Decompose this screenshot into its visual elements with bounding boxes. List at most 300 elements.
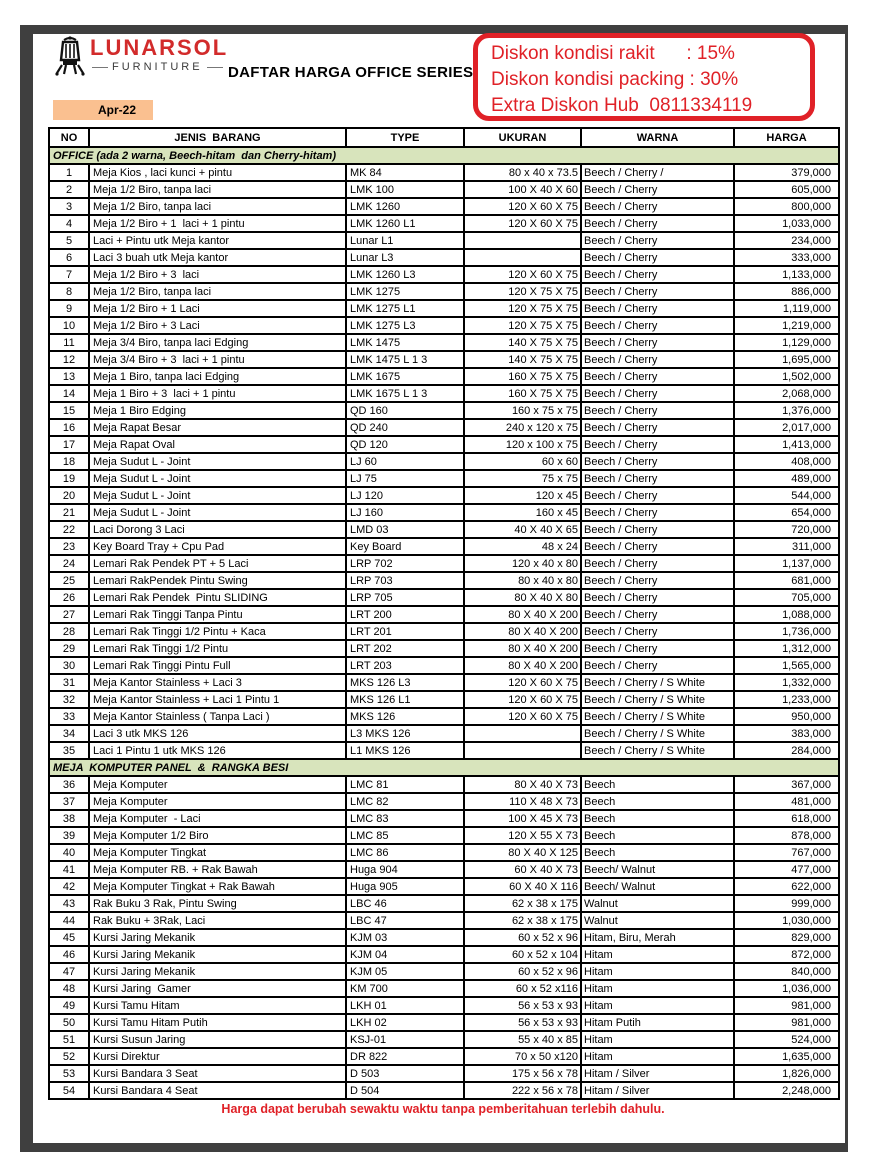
cell-no: 9 bbox=[49, 300, 89, 317]
cell-jenis: Meja Rapat Besar bbox=[89, 419, 346, 436]
cell-harga: 477,000 bbox=[734, 861, 839, 878]
cell-harga: 1,233,000 bbox=[734, 691, 839, 708]
col-header-type: TYPE bbox=[346, 128, 464, 147]
cell-harga: 234,000 bbox=[734, 232, 839, 249]
cell-ukuran bbox=[464, 742, 581, 759]
cell-warna: Beech / Cherry bbox=[581, 385, 734, 402]
cell-ukuran: 175 x 56 x 78 bbox=[464, 1065, 581, 1082]
cell-jenis: Lemari RakPendek Pintu Swing bbox=[89, 572, 346, 589]
date-label: Apr-22 bbox=[53, 100, 153, 120]
cell-warna: Beech / Cherry bbox=[581, 300, 734, 317]
table-row bbox=[49, 861, 839, 878]
cell-warna: Beech / Cherry / S White bbox=[581, 691, 734, 708]
cell-type: D 503 bbox=[346, 1065, 464, 1082]
section-header-row bbox=[49, 147, 839, 164]
cell-harga: 544,000 bbox=[734, 487, 839, 504]
cell-ukuran: 55 x 40 x 85 bbox=[464, 1031, 581, 1048]
cell-no: 50 bbox=[49, 1014, 89, 1031]
table-row bbox=[49, 742, 839, 759]
cell-type: LMK 1475 bbox=[346, 334, 464, 351]
cell-ukuran: 56 x 53 x 93 bbox=[464, 1014, 581, 1031]
cell-type: D 504 bbox=[346, 1082, 464, 1099]
cell-warna: Beech / Cherry bbox=[581, 487, 734, 504]
cell-warna: Beech / Cherry bbox=[581, 249, 734, 266]
cell-ukuran: 160 X 75 X 75 bbox=[464, 368, 581, 385]
cell-jenis: Meja Komputer Tingkat bbox=[89, 844, 346, 861]
cell-type: MKS 126 bbox=[346, 708, 464, 725]
cell-ukuran: 80 X 40 X 125 bbox=[464, 844, 581, 861]
cell-type: LMK 1260 L3 bbox=[346, 266, 464, 283]
table-row bbox=[49, 606, 839, 623]
cell-harga: 2,068,000 bbox=[734, 385, 839, 402]
cell-jenis: Meja Komputer RB. + Rak Bawah bbox=[89, 861, 346, 878]
cell-no: 36 bbox=[49, 776, 89, 793]
cell-type: QD 160 bbox=[346, 402, 464, 419]
table-row bbox=[49, 198, 839, 215]
cell-warna: Beech bbox=[581, 793, 734, 810]
cell-type: LMC 81 bbox=[346, 776, 464, 793]
cell-no: 17 bbox=[49, 436, 89, 453]
cell-jenis: Meja 1/2 Biro + 3 laci bbox=[89, 266, 346, 283]
table-row bbox=[49, 912, 839, 929]
cell-warna: Beech / Cherry bbox=[581, 368, 734, 385]
section-header-row bbox=[49, 759, 839, 776]
cell-harga: 383,000 bbox=[734, 725, 839, 742]
cell-harga: 1,826,000 bbox=[734, 1065, 839, 1082]
cell-jenis: Meja Sudut L - Joint bbox=[89, 453, 346, 470]
cell-harga: 840,000 bbox=[734, 963, 839, 980]
cell-type: LJ 75 bbox=[346, 470, 464, 487]
table-row bbox=[49, 232, 839, 249]
cell-harga: 981,000 bbox=[734, 997, 839, 1014]
cell-ukuran: 120 x 100 x 75 bbox=[464, 436, 581, 453]
cell-jenis: Kursi Bandara 3 Seat bbox=[89, 1065, 346, 1082]
cell-harga: 1,332,000 bbox=[734, 674, 839, 691]
cell-harga: 681,000 bbox=[734, 572, 839, 589]
cell-type: LBC 47 bbox=[346, 912, 464, 929]
cell-ukuran: 120 X 60 X 75 bbox=[464, 215, 581, 232]
cell-jenis: Meja 3/4 Biro + 3 laci + 1 pintu bbox=[89, 351, 346, 368]
cell-ukuran: 100 X 45 X 73 bbox=[464, 810, 581, 827]
cell-warna: Beech bbox=[581, 827, 734, 844]
cell-jenis: Kursi Bandara 4 Seat bbox=[89, 1082, 346, 1099]
table-row bbox=[49, 589, 839, 606]
cell-jenis: Lemari Rak Tinggi Pintu Full bbox=[89, 657, 346, 674]
cell-warna: Beech/ Walnut bbox=[581, 878, 734, 895]
cell-no: 46 bbox=[49, 946, 89, 963]
cell-warna: Beech / Cherry bbox=[581, 555, 734, 572]
table-row bbox=[49, 368, 839, 385]
cell-jenis: Meja 1/2 Biro + 3 Laci bbox=[89, 317, 346, 334]
cell-warna: Beech / Cherry bbox=[581, 283, 734, 300]
footer-disclaimer: Harga dapat berubah sewaktu waktu tanpa pemberitahuan terlebih dahulu. bbox=[221, 1102, 665, 1116]
cell-ukuran: 140 X 75 X 75 bbox=[464, 351, 581, 368]
cell-jenis: Meja 1 Biro + 3 laci + 1 pintu bbox=[89, 385, 346, 402]
cell-type: MKS 126 L1 bbox=[346, 691, 464, 708]
header-row bbox=[49, 128, 839, 147]
cell-no: 39 bbox=[49, 827, 89, 844]
cell-ukuran: 100 X 40 X 60 bbox=[464, 181, 581, 198]
table-row bbox=[49, 470, 839, 487]
cell-no: 35 bbox=[49, 742, 89, 759]
table-row bbox=[49, 453, 839, 470]
cell-harga: 1,129,000 bbox=[734, 334, 839, 351]
cell-harga: 1,376,000 bbox=[734, 402, 839, 419]
cell-warna: Walnut bbox=[581, 912, 734, 929]
cell-ukuran: 80 X 40 X 200 bbox=[464, 657, 581, 674]
cell-type: LMK 1260 L1 bbox=[346, 215, 464, 232]
cell-jenis: Meja Kantor Stainless + Laci 3 bbox=[89, 674, 346, 691]
cell-harga: 705,000 bbox=[734, 589, 839, 606]
cell-warna: Beech / Cherry bbox=[581, 606, 734, 623]
cell-warna: Beech / Cherry / S White bbox=[581, 708, 734, 725]
table-row bbox=[49, 249, 839, 266]
table-row bbox=[49, 623, 839, 640]
cell-ukuran bbox=[464, 232, 581, 249]
cell-jenis: Kursi Jaring Gamer bbox=[89, 980, 346, 997]
cell-warna: Beech / Cherry bbox=[581, 181, 734, 198]
discount-line-packing: Diskon kondisi packing : 30% bbox=[491, 69, 739, 90]
cell-type: LMK 1260 bbox=[346, 198, 464, 215]
table-row bbox=[49, 521, 839, 538]
cell-warna: Beech / Cherry bbox=[581, 402, 734, 419]
cell-type: L3 MKS 126 bbox=[346, 725, 464, 742]
table-row bbox=[49, 504, 839, 521]
cell-type: L1 MKS 126 bbox=[346, 742, 464, 759]
cell-jenis: Meja Rapat Oval bbox=[89, 436, 346, 453]
table-row bbox=[49, 572, 839, 589]
col-header-harga: HARGA bbox=[734, 128, 839, 147]
cell-harga: 408,000 bbox=[734, 453, 839, 470]
dash-line bbox=[92, 67, 108, 68]
cell-harga: 1,695,000 bbox=[734, 351, 839, 368]
cell-ukuran: 120 X 60 X 75 bbox=[464, 266, 581, 283]
table-row bbox=[49, 283, 839, 300]
cell-harga: 605,000 bbox=[734, 181, 839, 198]
cell-ukuran: 60 x 52 x 96 bbox=[464, 963, 581, 980]
cell-type: KM 700 bbox=[346, 980, 464, 997]
table-row bbox=[49, 946, 839, 963]
lunarsol-logo-icon bbox=[54, 36, 86, 76]
cell-harga: 1,088,000 bbox=[734, 606, 839, 623]
cell-jenis: Meja 1/2 Biro + 1 Laci bbox=[89, 300, 346, 317]
cell-ukuran: 120 X 55 X 73 bbox=[464, 827, 581, 844]
cell-harga: 618,000 bbox=[734, 810, 839, 827]
cell-no: 11 bbox=[49, 334, 89, 351]
cell-warna: Walnut bbox=[581, 895, 734, 912]
table-row bbox=[49, 1048, 839, 1065]
cell-no: 47 bbox=[49, 963, 89, 980]
cell-harga: 1,413,000 bbox=[734, 436, 839, 453]
cell-warna: Beech / Cherry bbox=[581, 334, 734, 351]
cell-harga: 767,000 bbox=[734, 844, 839, 861]
table-row bbox=[49, 385, 839, 402]
cell-warna: Beech / Cherry bbox=[581, 317, 734, 334]
cell-type: LBC 46 bbox=[346, 895, 464, 912]
cell-ukuran: 110 X 48 X 73 bbox=[464, 793, 581, 810]
cell-type: KJM 05 bbox=[346, 963, 464, 980]
cell-type: LMK 1675 L 1 3 bbox=[346, 385, 464, 402]
cell-no: 49 bbox=[49, 997, 89, 1014]
table-row bbox=[49, 334, 839, 351]
cell-warna: Beech / Cherry / S White bbox=[581, 742, 734, 759]
cell-harga: 1,133,000 bbox=[734, 266, 839, 283]
cell-type: LMK 1475 L 1 3 bbox=[346, 351, 464, 368]
cell-no: 53 bbox=[49, 1065, 89, 1082]
cell-ukuran: 62 x 38 x 175 bbox=[464, 895, 581, 912]
cell-warna: Beech/ Walnut bbox=[581, 861, 734, 878]
table-row bbox=[49, 436, 839, 453]
cell-ukuran: 160 x 45 bbox=[464, 504, 581, 521]
cell-harga: 872,000 bbox=[734, 946, 839, 963]
cell-type: MKS 126 L3 bbox=[346, 674, 464, 691]
cell-ukuran bbox=[464, 249, 581, 266]
cell-no: 22 bbox=[49, 521, 89, 538]
cell-harga: 481,000 bbox=[734, 793, 839, 810]
cell-no: 29 bbox=[49, 640, 89, 657]
cell-harga: 829,000 bbox=[734, 929, 839, 946]
cell-harga: 1,312,000 bbox=[734, 640, 839, 657]
cell-no: 26 bbox=[49, 589, 89, 606]
cell-no: 42 bbox=[49, 878, 89, 895]
cell-jenis: Kursi Tamu Hitam bbox=[89, 997, 346, 1014]
cell-no: 4 bbox=[49, 215, 89, 232]
discount-line-extra: Extra Diskon Hub 0811334119 bbox=[491, 95, 753, 116]
cell-no: 10 bbox=[49, 317, 89, 334]
cell-harga: 379,000 bbox=[734, 164, 839, 181]
table-row bbox=[49, 895, 839, 912]
brand-subtitle-label: FURNITURE bbox=[112, 61, 203, 73]
cell-type: LKH 01 bbox=[346, 997, 464, 1014]
cell-jenis: Kursi Jaring Mekanik bbox=[89, 963, 346, 980]
cell-harga: 654,000 bbox=[734, 504, 839, 521]
cell-jenis: Meja Sudut L - Joint bbox=[89, 470, 346, 487]
cell-no: 37 bbox=[49, 793, 89, 810]
cell-ukuran: 80 X 40 X 200 bbox=[464, 640, 581, 657]
table-row bbox=[49, 1031, 839, 1048]
cell-jenis: Kursi Jaring Mekanik bbox=[89, 929, 346, 946]
table-row bbox=[49, 708, 839, 725]
cell-harga: 981,000 bbox=[734, 1014, 839, 1031]
table-row bbox=[49, 555, 839, 572]
cell-jenis: Meja 3/4 Biro, tanpa laci Edging bbox=[89, 334, 346, 351]
cell-jenis: Lemari Rak Pendek PT + 5 Laci bbox=[89, 555, 346, 572]
cell-warna: Beech bbox=[581, 810, 734, 827]
cell-no: 19 bbox=[49, 470, 89, 487]
discount-line-rakit: Diskon kondisi rakit : 15% bbox=[491, 43, 735, 64]
cell-no: 3 bbox=[49, 198, 89, 215]
cell-harga: 1,502,000 bbox=[734, 368, 839, 385]
cell-harga: 878,000 bbox=[734, 827, 839, 844]
cell-ukuran: 240 x 120 x 75 bbox=[464, 419, 581, 436]
cell-warna: Hitam / Silver bbox=[581, 1082, 734, 1099]
cell-jenis: Meja Komputer Tingkat + Rak Bawah bbox=[89, 878, 346, 895]
cell-warna: Beech / Cherry bbox=[581, 419, 734, 436]
cell-ukuran: 120 X 60 X 75 bbox=[464, 691, 581, 708]
cell-warna: Hitam, Biru, Merah bbox=[581, 929, 734, 946]
cell-ukuran: 120 X 60 X 75 bbox=[464, 198, 581, 215]
table-row bbox=[49, 164, 839, 181]
cell-warna: Beech / Cherry bbox=[581, 657, 734, 674]
cell-ukuran: 62 x 38 x 175 bbox=[464, 912, 581, 929]
table-row bbox=[49, 317, 839, 334]
cell-type: KJM 03 bbox=[346, 929, 464, 946]
cell-no: 52 bbox=[49, 1048, 89, 1065]
cell-ukuran: 40 X 40 X 65 bbox=[464, 521, 581, 538]
cell-ukuran: 60 X 40 X 73 bbox=[464, 861, 581, 878]
cell-jenis: Meja Sudut L - Joint bbox=[89, 487, 346, 504]
discount-callout-box bbox=[473, 33, 815, 121]
cell-ukuran: 80 X 40 X 200 bbox=[464, 606, 581, 623]
cell-type: Key Board bbox=[346, 538, 464, 555]
cell-harga: 1,030,000 bbox=[734, 912, 839, 929]
cell-warna: Hitam bbox=[581, 997, 734, 1014]
cell-ukuran: 80 X 40 X 200 bbox=[464, 623, 581, 640]
table-row bbox=[49, 266, 839, 283]
cell-jenis: Rak Buku + 3Rak, Laci bbox=[89, 912, 346, 929]
table-row bbox=[49, 810, 839, 827]
cell-jenis: Meja Kantor Stainless + Laci 1 Pintu 1 bbox=[89, 691, 346, 708]
cell-jenis: Meja Komputer bbox=[89, 776, 346, 793]
cell-jenis: Rak Buku 3 Rak, Pintu Swing bbox=[89, 895, 346, 912]
cell-no: 45 bbox=[49, 929, 89, 946]
cell-warna: Beech / Cherry / S White bbox=[581, 674, 734, 691]
cell-harga: 950,000 bbox=[734, 708, 839, 725]
cell-no: 14 bbox=[49, 385, 89, 402]
cell-jenis: Kursi Direktur bbox=[89, 1048, 346, 1065]
cell-warna: Hitam bbox=[581, 1048, 734, 1065]
cell-warna: Beech / Cherry bbox=[581, 623, 734, 640]
cell-harga: 1,736,000 bbox=[734, 623, 839, 640]
cell-no: 21 bbox=[49, 504, 89, 521]
cell-no: 23 bbox=[49, 538, 89, 555]
table-row bbox=[49, 793, 839, 810]
logo bbox=[54, 36, 228, 76]
cell-jenis: Laci 3 utk MKS 126 bbox=[89, 725, 346, 742]
cell-harga: 1,565,000 bbox=[734, 657, 839, 674]
cell-warna: Beech / Cherry bbox=[581, 266, 734, 283]
cell-type: KSJ-01 bbox=[346, 1031, 464, 1048]
price-table-body bbox=[49, 147, 839, 1099]
cell-no: 33 bbox=[49, 708, 89, 725]
cell-warna: Beech / Cherry bbox=[581, 436, 734, 453]
col-header-jenis-barang: JENIS BARANG bbox=[89, 128, 346, 147]
cell-no: 44 bbox=[49, 912, 89, 929]
table-row bbox=[49, 827, 839, 844]
table-row bbox=[49, 1014, 839, 1031]
cell-warna: Beech / Cherry bbox=[581, 538, 734, 555]
cell-no: 8 bbox=[49, 283, 89, 300]
cell-ukuran: 120 X 60 X 75 bbox=[464, 674, 581, 691]
cell-no: 16 bbox=[49, 419, 89, 436]
cell-no: 6 bbox=[49, 249, 89, 266]
cell-type: LMK 1275 bbox=[346, 283, 464, 300]
cell-harga: 1,119,000 bbox=[734, 300, 839, 317]
cell-type: LMK 1275 L1 bbox=[346, 300, 464, 317]
cell-type: Huga 905 bbox=[346, 878, 464, 895]
table-row bbox=[49, 963, 839, 980]
cell-ukuran: 60 X 40 X 116 bbox=[464, 878, 581, 895]
cell-harga: 622,000 bbox=[734, 878, 839, 895]
table-row bbox=[49, 351, 839, 368]
cell-ukuran: 120 X 75 X 75 bbox=[464, 300, 581, 317]
cell-no: 18 bbox=[49, 453, 89, 470]
cell-type: LMK 100 bbox=[346, 181, 464, 198]
cell-type: Huga 904 bbox=[346, 861, 464, 878]
cell-no: 38 bbox=[49, 810, 89, 827]
cell-no: 20 bbox=[49, 487, 89, 504]
cell-no: 48 bbox=[49, 980, 89, 997]
cell-jenis: Meja 1/2 Biro, tanpa laci bbox=[89, 283, 346, 300]
page-title: DAFTAR HARGA OFFICE SERIES bbox=[228, 64, 474, 81]
cell-harga: 1,219,000 bbox=[734, 317, 839, 334]
cell-warna: Beech / Cherry bbox=[581, 215, 734, 232]
cell-jenis: Lemari Rak Tinggi 1/2 Pintu + Kaca bbox=[89, 623, 346, 640]
cell-ukuran: 160 x 75 x 75 bbox=[464, 402, 581, 419]
cell-jenis: Meja 1 Biro Edging bbox=[89, 402, 346, 419]
cell-ukuran: 60 x 52 x 96 bbox=[464, 929, 581, 946]
cell-warna: Beech / Cherry bbox=[581, 470, 734, 487]
cell-warna: Beech / Cherry bbox=[581, 198, 734, 215]
cell-type: LJ 160 bbox=[346, 504, 464, 521]
col-header-no: NO bbox=[49, 128, 89, 147]
cell-ukuran: 60 x 52 x116 bbox=[464, 980, 581, 997]
cell-ukuran: 120 X 75 X 75 bbox=[464, 283, 581, 300]
cell-type: LMK 1275 L3 bbox=[346, 317, 464, 334]
cell-jenis: Lemari Rak Tinggi Tanpa Pintu bbox=[89, 606, 346, 623]
cell-jenis: Kursi Susun Jaring bbox=[89, 1031, 346, 1048]
cell-ukuran: 222 x 56 x 78 bbox=[464, 1082, 581, 1099]
table-row bbox=[49, 691, 839, 708]
cell-harga: 311,000 bbox=[734, 538, 839, 555]
cell-type: Lunar L3 bbox=[346, 249, 464, 266]
section-title: MEJA KOMPUTER PANEL & RANGKA BESI bbox=[49, 759, 839, 776]
table-row bbox=[49, 215, 839, 232]
cell-ukuran: 160 X 75 X 75 bbox=[464, 385, 581, 402]
cell-harga: 1,036,000 bbox=[734, 980, 839, 997]
table-row bbox=[49, 402, 839, 419]
cell-warna: Beech / Cherry bbox=[581, 504, 734, 521]
cell-no: 31 bbox=[49, 674, 89, 691]
cell-type: LRP 702 bbox=[346, 555, 464, 572]
cell-ukuran: 60 x 60 bbox=[464, 453, 581, 470]
cell-type: QD 120 bbox=[346, 436, 464, 453]
cell-no: 28 bbox=[49, 623, 89, 640]
cell-warna: Hitam / Silver bbox=[581, 1065, 734, 1082]
cell-harga: 1,033,000 bbox=[734, 215, 839, 232]
cell-warna: Beech / Cherry bbox=[581, 232, 734, 249]
cell-type: LMD 03 bbox=[346, 521, 464, 538]
cell-jenis: Meja Kios , laci kunci + pintu bbox=[89, 164, 346, 181]
cell-warna: Hitam bbox=[581, 963, 734, 980]
col-header-ukuran: UKURAN bbox=[464, 128, 581, 147]
cell-no: 54 bbox=[49, 1082, 89, 1099]
cell-jenis: Laci Dorong 3 Laci bbox=[89, 521, 346, 538]
cell-harga: 524,000 bbox=[734, 1031, 839, 1048]
brand-name: LUNARSOL bbox=[90, 35, 229, 60]
cell-jenis: Lemari Rak Tinggi 1/2 Pintu bbox=[89, 640, 346, 657]
cell-ukuran: 80 X 40 X 80 bbox=[464, 589, 581, 606]
cell-no: 13 bbox=[49, 368, 89, 385]
table-row bbox=[49, 487, 839, 504]
cell-no: 2 bbox=[49, 181, 89, 198]
cell-warna: Hitam bbox=[581, 946, 734, 963]
cell-ukuran: 120 x 40 x 80 bbox=[464, 555, 581, 572]
price-table bbox=[48, 127, 840, 1100]
cell-harga: 886,000 bbox=[734, 283, 839, 300]
cell-warna: Beech / Cherry bbox=[581, 640, 734, 657]
table-row bbox=[49, 725, 839, 742]
